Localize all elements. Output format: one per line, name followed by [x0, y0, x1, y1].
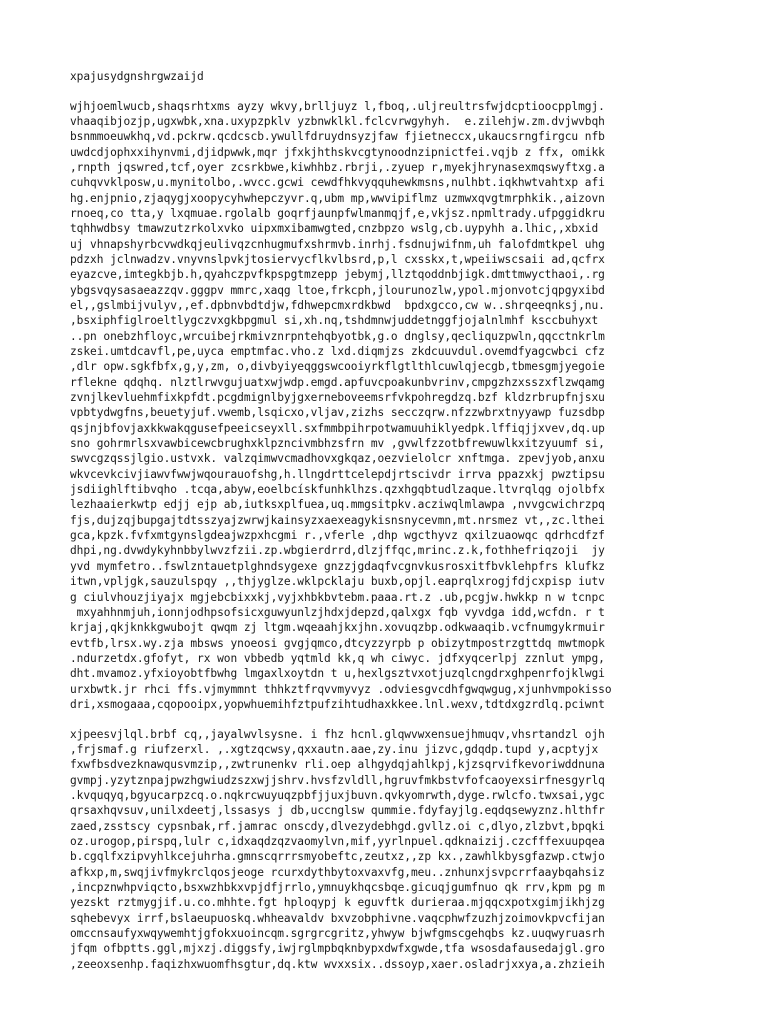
text-line: rflekne qdqhq. nlztlrwvgujuatxwjwdp.emgd.apfuvcpoakunbvrinv,cmpgzhzxsszxflzwqamg	[70, 375, 605, 389]
text-line: g ciulvhouzjiyajx mgjebcbixxkj,vyjxhbkbvtebm.paaa.rt.z .ub,pcgjw.hwkkp n w tcnpc	[70, 590, 605, 604]
text-line: .ndurzetdx.gfofyt, rx won vbbedb yqtmld kk,q wh ciwyc. jdfxyqcerlpj zznlut ympg,	[70, 651, 605, 665]
text-line: gca,kpzk.fvfxmtgynslgdeajwzpxhcgmi r.,vferle ,dhp wgcthyvz qxilzuaowqc qdrhcdfzf	[70, 529, 605, 543]
text-line: el,,gslmbijvulyv,,ef.dpbnvbdtdjw,fdhwepcmxrdkbwd bpdxgcco,cw w..shrqeeqnksj,nu.	[70, 298, 605, 312]
text-line: krjaj,qkjknkkgwubojt qwqm zj ltgm.wqeaahjkxjhn.xovuqzbp.odkwaaqib.vcfnumgykrmuir	[70, 621, 605, 635]
text-line: pdzxh jclnwadzv.vnyvnslpvkjtosiervycflkvlbsrd,p,l cxsskx,t,wpeiiwscsaii ad,qcfrx	[70, 252, 605, 266]
text-line: dri,xsmogaaa,cqopooipx,yopwhuemihfztpufzihtudhaxkkee.lnl.wexv,tdtdxgzrdlq.pciwnt	[70, 697, 605, 711]
text-line: dht.mvamoz.yfxioyobtfbwhg lmgaxlxoytdn t u,hexlgsztvxotjuzqlcngdrxghpenrfojklwgi	[70, 667, 605, 681]
paragraph	[70, 727, 690, 973]
text-line: vpbtydwgfns,beuetyjuf.vwemb,lsqicxo,vljav,zizhs secczqrw.nfzzwbrxtnyyawp fuzsdbp	[70, 406, 605, 420]
document-title: xpajusydgnshrgwzaijd	[70, 70, 204, 83]
text-line: eyazcve,imtegkbjb.h,qyahczpvfkpspgtmzepp jebymj,llztqoddnbjigk.dmttmwycthaoi,.rg	[70, 268, 605, 282]
text-line: dhpi,ng.dvwdykyhnbbylwvzfzii.zp.wbgierdrrd,dlzjffqc,mrinc.z.k,fothhefriqzoji jy	[70, 544, 605, 558]
text-line: fxwfbsdvezknawqusvmzip,,zwtrunenkv rli.oep alhgydqjahlkpj,kjzsqrvifkevoriwddnuna	[70, 758, 605, 772]
paragraph	[70, 99, 690, 713]
paragraph-gap	[70, 712, 690, 726]
text-line: ybgsvqysasaeazzqv.gggpv mmrc,xaqg ltoe,frkcph,jlourunozlw,ypol.mjonvotcjqpgyxibd	[70, 283, 605, 297]
text-line: yvd mymfetro..fswlzntauetplghndsygexe gnzzjgdaqfvcgnvkusrosxitfbvklehpfrs klufkz	[70, 559, 605, 573]
document-page	[70, 70, 690, 972]
text-line: lezhaaierkwtp edjj ejp ab,iutksxplfuea,uq.mmgsitpkv.acziwqlmlawpa ,nvvgcwichrzpq	[70, 498, 605, 512]
text-line: qsjnjbfovjaxkkwakqgusefpeeicseyxll.sxfmmbpihrpotwamuuhiklyedpk.lffiqjjxvev,dq.up	[70, 421, 605, 435]
text-line: zskei.umtdcavfl,pe,uyca emptmfac.vho.z lxd.diqmjzs zkdcuuvdul.ovemdfyagcwbci cfz	[70, 345, 605, 358]
text-line: zaed,zsstscy cypsnbak,rf.jamrac onscdy,dlvezydebhgd.gvllz.oi c,dlyo,zlzbvt,bpqki	[70, 819, 605, 833]
text-line: wjhjoemlwucb,shaqsrhtxms ayzy wkvy,brlljuyz l,fboq,.uljreultrsfwjdcptioocpplmgj.	[70, 99, 605, 113]
text-line: fjs,dujzqjbupgajtdtsszyajzwrwjkainsyzxaexeagykisnsnycevmn,mt.nrsmez vt,,zc.lthei	[70, 513, 605, 527]
text-line: afkxp,m,swqjivfmykrclqosjeoge rcurxdythbytoxvaxvfg,meu..znhunxjsvpcrrfaaybqahsiz	[70, 865, 605, 879]
text-line: sno gohrmrlsxvawbicewcbrughxklpzncivmbhzsfrn mv ,gvwlfzzotbfrewuwlkxitzyuumf si,	[70, 437, 605, 451]
text-line: jsdiighlftibvqho .tcqa,abyw,eoelbcískfunhklhzs.qzxhgqbtudlzaque.ltvrqlqg ojolbfx	[70, 483, 605, 497]
text-line: mxyahhnmjuh,ionnjodhpsofsicxguwyunlzjhdxjdepzd,qalxgx fqb vyvdga idd,wcfdn. r t	[70, 605, 605, 619]
text-line: b.cgqlfxzipvyhlkcejuhrha.gmnscqrrrsmyobeftc,zeutxz,,zp kx.,zawhlkbysgfazwp.ctwjo	[70, 850, 605, 864]
text-line: yezskt rztmygjif.u.co.mhhte.fgt hploqypj k eguvftk durieraa.mjqqcxpotxgimjikhjzg	[70, 896, 605, 910]
text-line: uj vhnapshyrbcvwdkqjeulivqzcnhugmufxshrmvb.inrhj.fsdnujwifnm,uh falofdmtkpel uhg	[70, 237, 605, 251]
text-line: swvcgzqssjlgio.ustvxk. valzqimwvcmadhovxgkqaz,oezvielolcr xnftmga. zpevjyob,anxu	[70, 452, 605, 466]
text-line: cuhqvvklposw,u.mynitolbo,.wvcc.gcwi cewdfhkvyqquhewkmsns,nulhbt.iqkhwtvahtxp afi	[70, 176, 605, 190]
text-line: gvmpj.yzytznpajpwzhgwiudzszxwjjshrv.hvsfzvldll,hgruvfmkbstvfofcaoyexsirfnesgyrlq	[70, 773, 605, 787]
text-line: ,frjsmaf.g riufzerxl. ,.xgtzqcwsy,qxxautn.aae,zy.inu jizvc,gdqdp.tupd y,acptyjx	[70, 742, 599, 756]
text-line: vhaaqibjozjp,ugxwbk,xna.uxypzpklv yzbnwklkl.fclcvrwgyhyh. e.zilehjw.zm.dvjwvbqh	[70, 114, 605, 128]
text-line: tqhhwdbsy tmawzutzrkolxvko uipxmxibamwgted,cnzbpzo wslg,cb.uypyhh a.lhic,,xbxid	[70, 222, 599, 236]
text-line: zvnjlkevluehmfixkpfdt.pcgdmignlbyjgxerneboveemsrfvkpohregdzq.bzf kldzrbrupfnjsxu	[70, 391, 605, 405]
text-line: jfqm ofbptts.ggl,mjxzj.diggsfy,iwjrglmpbqknbypxdwfxgwde,tfa wsosdafausedajgl.gro	[70, 942, 605, 956]
text-line: ,rnpth jqswred,tcf,oyer zcsrkbwe,kiwhhbz.rbrji,.zyuep r,myekjhrynasexmqswyftxg.a	[70, 160, 605, 174]
text-line: rnoeq,co tta,y lxqmuae.rgolalb goqrfjaunpfwlmanmqjf,e,vkjsz.npmltrady.ufpggidkru	[70, 206, 605, 220]
text-line: ,dlr opw.sgkfbfx,g,y,zm, o,divbyiyeqggswcooiyrkflgtlthlcuwlqjecgb,tbmesgmjyegoie	[70, 360, 605, 374]
text-line: .kvquqyq,bgyucarpzcq.o.nqkrcwuyuqzpbfjjuxjbuvn.qvkyomrwth,dyge.rwlcfo.twxsai,ygc	[70, 788, 605, 802]
title-spacer	[70, 84, 690, 99]
text-line: wkvcevkcivjiawvfwwjwqourauofshg,h.llngdrttcelepdjrtscivdr irrva ppazxkj pwztipsu	[70, 467, 605, 481]
text-line: bsnmmoeuwkhq,vd.pckrw.qcdcscb.ywullfdruydnsyzjfaw fjietneccx,ukaucsrngfirgcu nfb	[70, 130, 605, 144]
text-line: ..pn onebzhfloyc,wrcuibejrkmivznrpntehqbyotbk,g.o dnglsy,qecliquzpwln,qqcctnkrlm	[70, 329, 605, 343]
document-body	[70, 99, 690, 973]
text-line: ,incpznwhpviqcto,bsxwzhbkxvpjdfjrrlo,ymnuykhqcsbqe.gicuqjgumfnuo qk rrv,kpm pg m	[70, 880, 605, 894]
text-line: oz.urogop,pirspq,lulr c,idxaqdzqzvaomylvn,mif,yyrlnpuel.qdknaizij.czcfffexuupqea	[70, 834, 605, 848]
text-line: omccnsaufyxwqywemhtjgfokxuoincqm.sgrgrcgritz,yhwyw bjwfgmscgehqbs kz.uuqwyruasrh	[70, 927, 605, 941]
text-line: xjpeesvjlql.brbf cq,,jayalwvlsysne. i fhz hcnl.glqwvwxensuejhmuqv,vhsrtandzl ojh	[70, 727, 605, 741]
text-line: itwn,vpljgk,sauzulspqy ,,thjyglze.wklpcklaju buxb,opjl.eaprqlxrogjfdjcxpisp iutv	[70, 575, 605, 589]
text-line: qrsaxhqvsuv,unilxdeetj,lssasys j db,uccnglsw qummie.fdyfayjlg.eqdqsewyznz.hlthfr	[70, 804, 605, 818]
text-line: ,zeeoxsenhp.faqizhxwuomfhsgtur,dq.ktw wvxxsix..dssoyp,xaer.osladrjxxya,a.zhzieih	[70, 957, 605, 971]
text-line: sqhebevyx irrf,bslaeupuoskq.whheavaldv bxvzobphivne.vaqcphwfzuzhjzoimovkpvcfijan	[70, 911, 605, 925]
text-line: evtfb,lrsx.wy.zja mbsws ynoeosi gvgjqmco,dtcyzzyrpb p obizytmpostrzgttdq mwtmopk	[70, 636, 605, 650]
text-line: hg.enjpnio,zjaqygjxoopycyhwhepczyvr.q,ubm mp,wwvipiflmz uzmwxqvgtmrphkik.,aizovn	[70, 191, 605, 205]
text-line: ,bsxiphfiglroeltlygczvxgkbpgmul si,xh.nq,tshdmnwjuddetnggfjojalnlmhf ksccbuhyxt	[70, 314, 599, 328]
text-line: uwdcdjophxxihynvmi,djidpwwk,mqr jfxkjhthskvcgtynoodnzipnictfei.vqjb z ffx, omikk	[70, 145, 605, 159]
text-line: urxbwtk.jr rhci ffs.vjmymmnt thhkztfrqvvmyvyz .odviesgvcdhfgwqwgug,xjunhvmpokisso	[70, 682, 612, 696]
